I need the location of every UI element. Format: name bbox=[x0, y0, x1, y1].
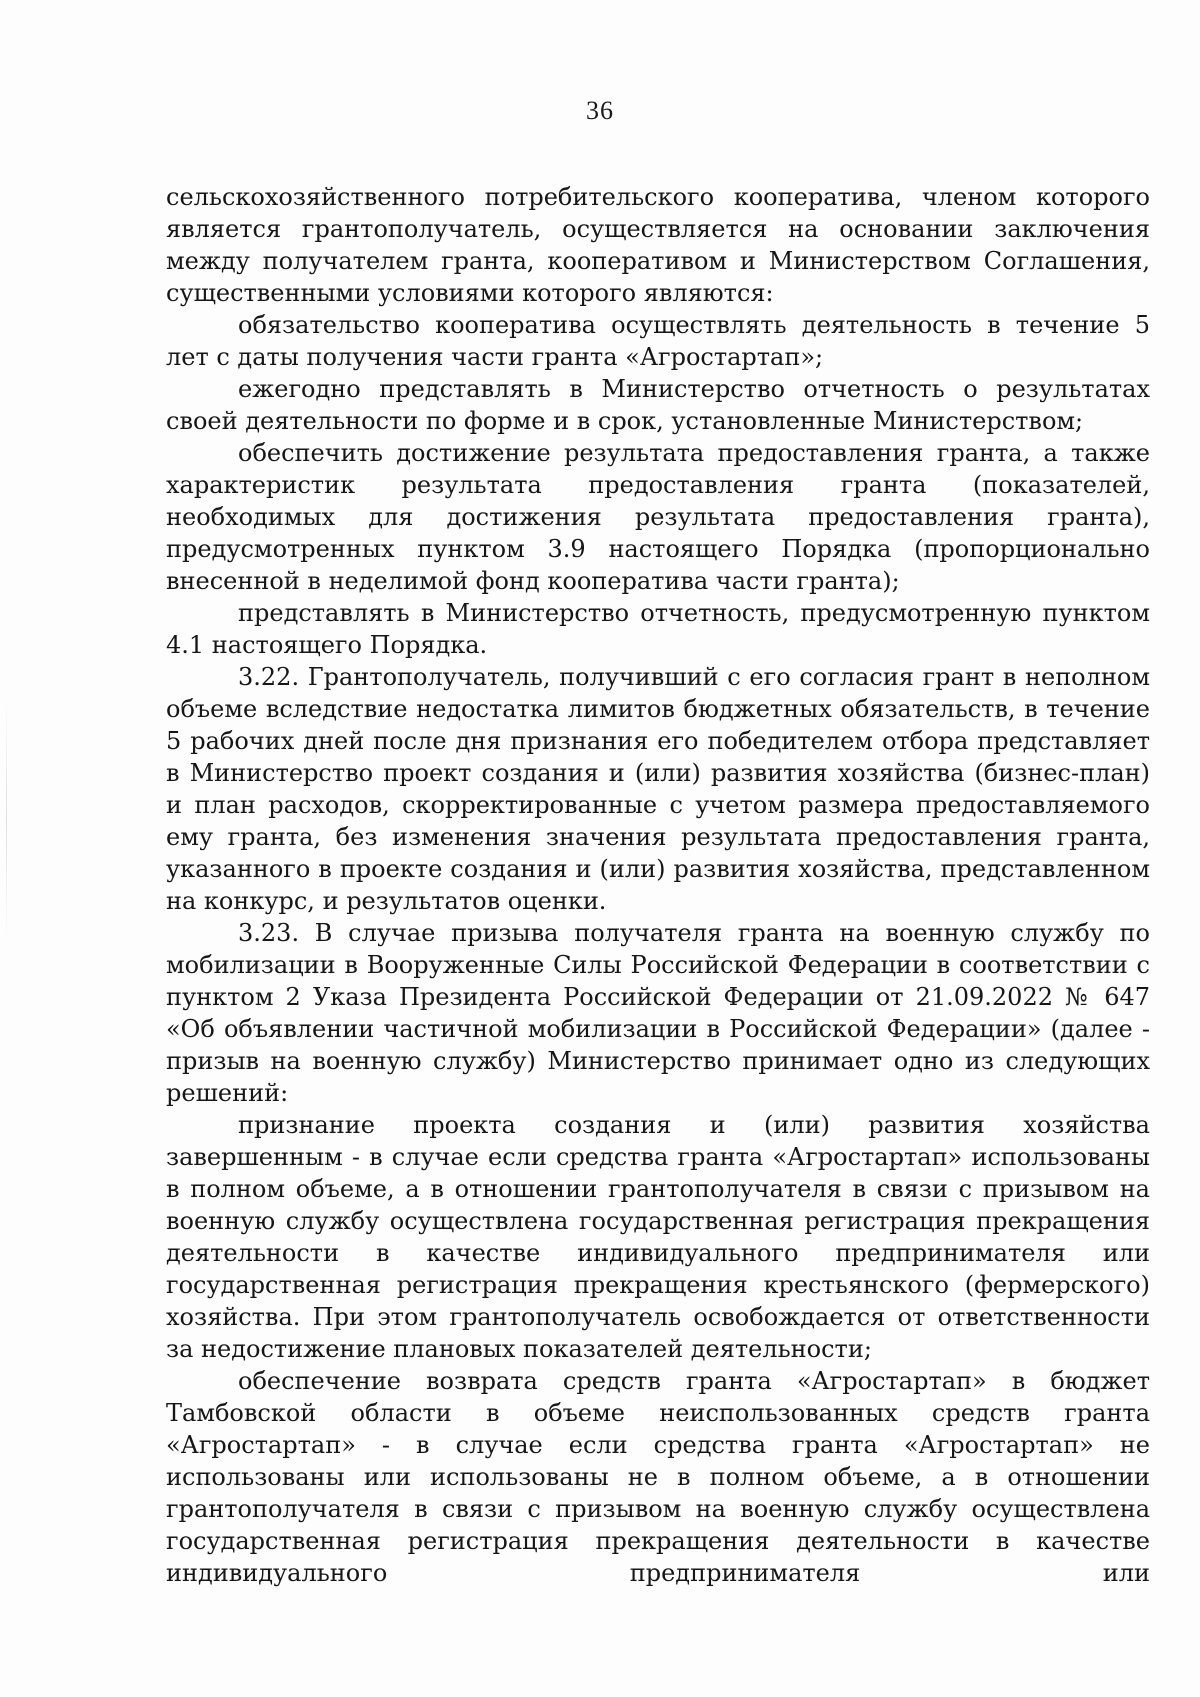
paragraph-continuation: сельскохозяйственного потребительского кооператива, членом которого является грантополучатель, осуществляется на основании заключения между получателем гранта, кооперативом и Министерством Соглашения, существенными условиями которого являются: bbox=[166, 183, 1150, 307]
paragraph-grant-return: обеспечение возврата средств гранта «Агростартап» в бюджет Тамбовской области в объеме неиспользованных средств гранта «Агростартап» - в случае если средства гранта «Агростартап» не использованы или использованы не в полном объеме, а в отношении грантополучателя в связи с призывом на военную службу осуществлена государственная регистрация прекращения деятельности в качестве индивидуального предпринимателя или bbox=[166, 1367, 1150, 1587]
scan-edge-mark bbox=[6, 700, 7, 940]
paragraph-ensure-result: обеспечить достижение результата предоставления гранта, а также характеристик результата предоставления гранта (показателей, необходимых для достижения результата предоставления гранта), предусмотренных пунктом 3.9 настоящего Порядка (пропорционально внесенной в неделимой фонд кооператива части гранта); bbox=[166, 439, 1150, 595]
paragraph-project-completed: признание проекта создания и (или) развития хозяйства завершенным - в случае если средства гранта «Агростартап» использованы в полном объеме, а в отношении грантополучателя в связи с призывом на военную службу осуществлена государственная регистрация прекращения деятельности в качестве индивидуального предпринимателя или государственная регистрация прекращения крестьянского (фермерского) хозяйства. При этом грантополучатель освобождается от ответственности за недостижение плановых показателей деятельности; bbox=[166, 1111, 1150, 1363]
document-body bbox=[166, 181, 1150, 1589]
page-number: 36 bbox=[586, 96, 614, 125]
paragraph-obligation-5-years: обязательство кооператива осуществлять деятельность в течение 5 лет с даты получения части гранта «Агростартап»; bbox=[166, 311, 1150, 371]
paragraph-reporting-4-1: представлять в Министерство отчетность, предусмотренную пунктом 4.1 настоящего Порядка. bbox=[166, 599, 1150, 659]
paragraph-3-22: 3.22. Грантополучатель, получивший с его согласия грант в неполном объеме вследствие недостатка лимитов бюджетных обязательств, в течение 5 рабочих дней после дня признания его победителем отбора представляет в Министерство проект создания и (или) развития хозяйства (бизнес-план) и план расходов, скорректированные с учетом размера предоставляемого ему гранта, без изменения значения результата предоставления гранта, указанного в проекте создания и (или) развития хозяйства, представленном на конкурс, и результатов оценки. bbox=[166, 663, 1150, 915]
paragraph-3-23: 3.23. В случае призыва получателя гранта на военную службу по мобилизации в Вооруженные Силы Российской Федерации в соответствии с пунктом 2 Указа Президента Российской Федерации от 21.09.2022 № 647 «Об объявлении частичной мобилизации в Российской Федерации» (далее - призыв на военную службу) Министерство принимает одно из следующих решений: bbox=[166, 919, 1150, 1107]
paragraph-annual-reporting: ежегодно представлять в Министерство отчетность о результатах своей деятельности по форме и в срок, установленные Министерством; bbox=[166, 375, 1150, 435]
